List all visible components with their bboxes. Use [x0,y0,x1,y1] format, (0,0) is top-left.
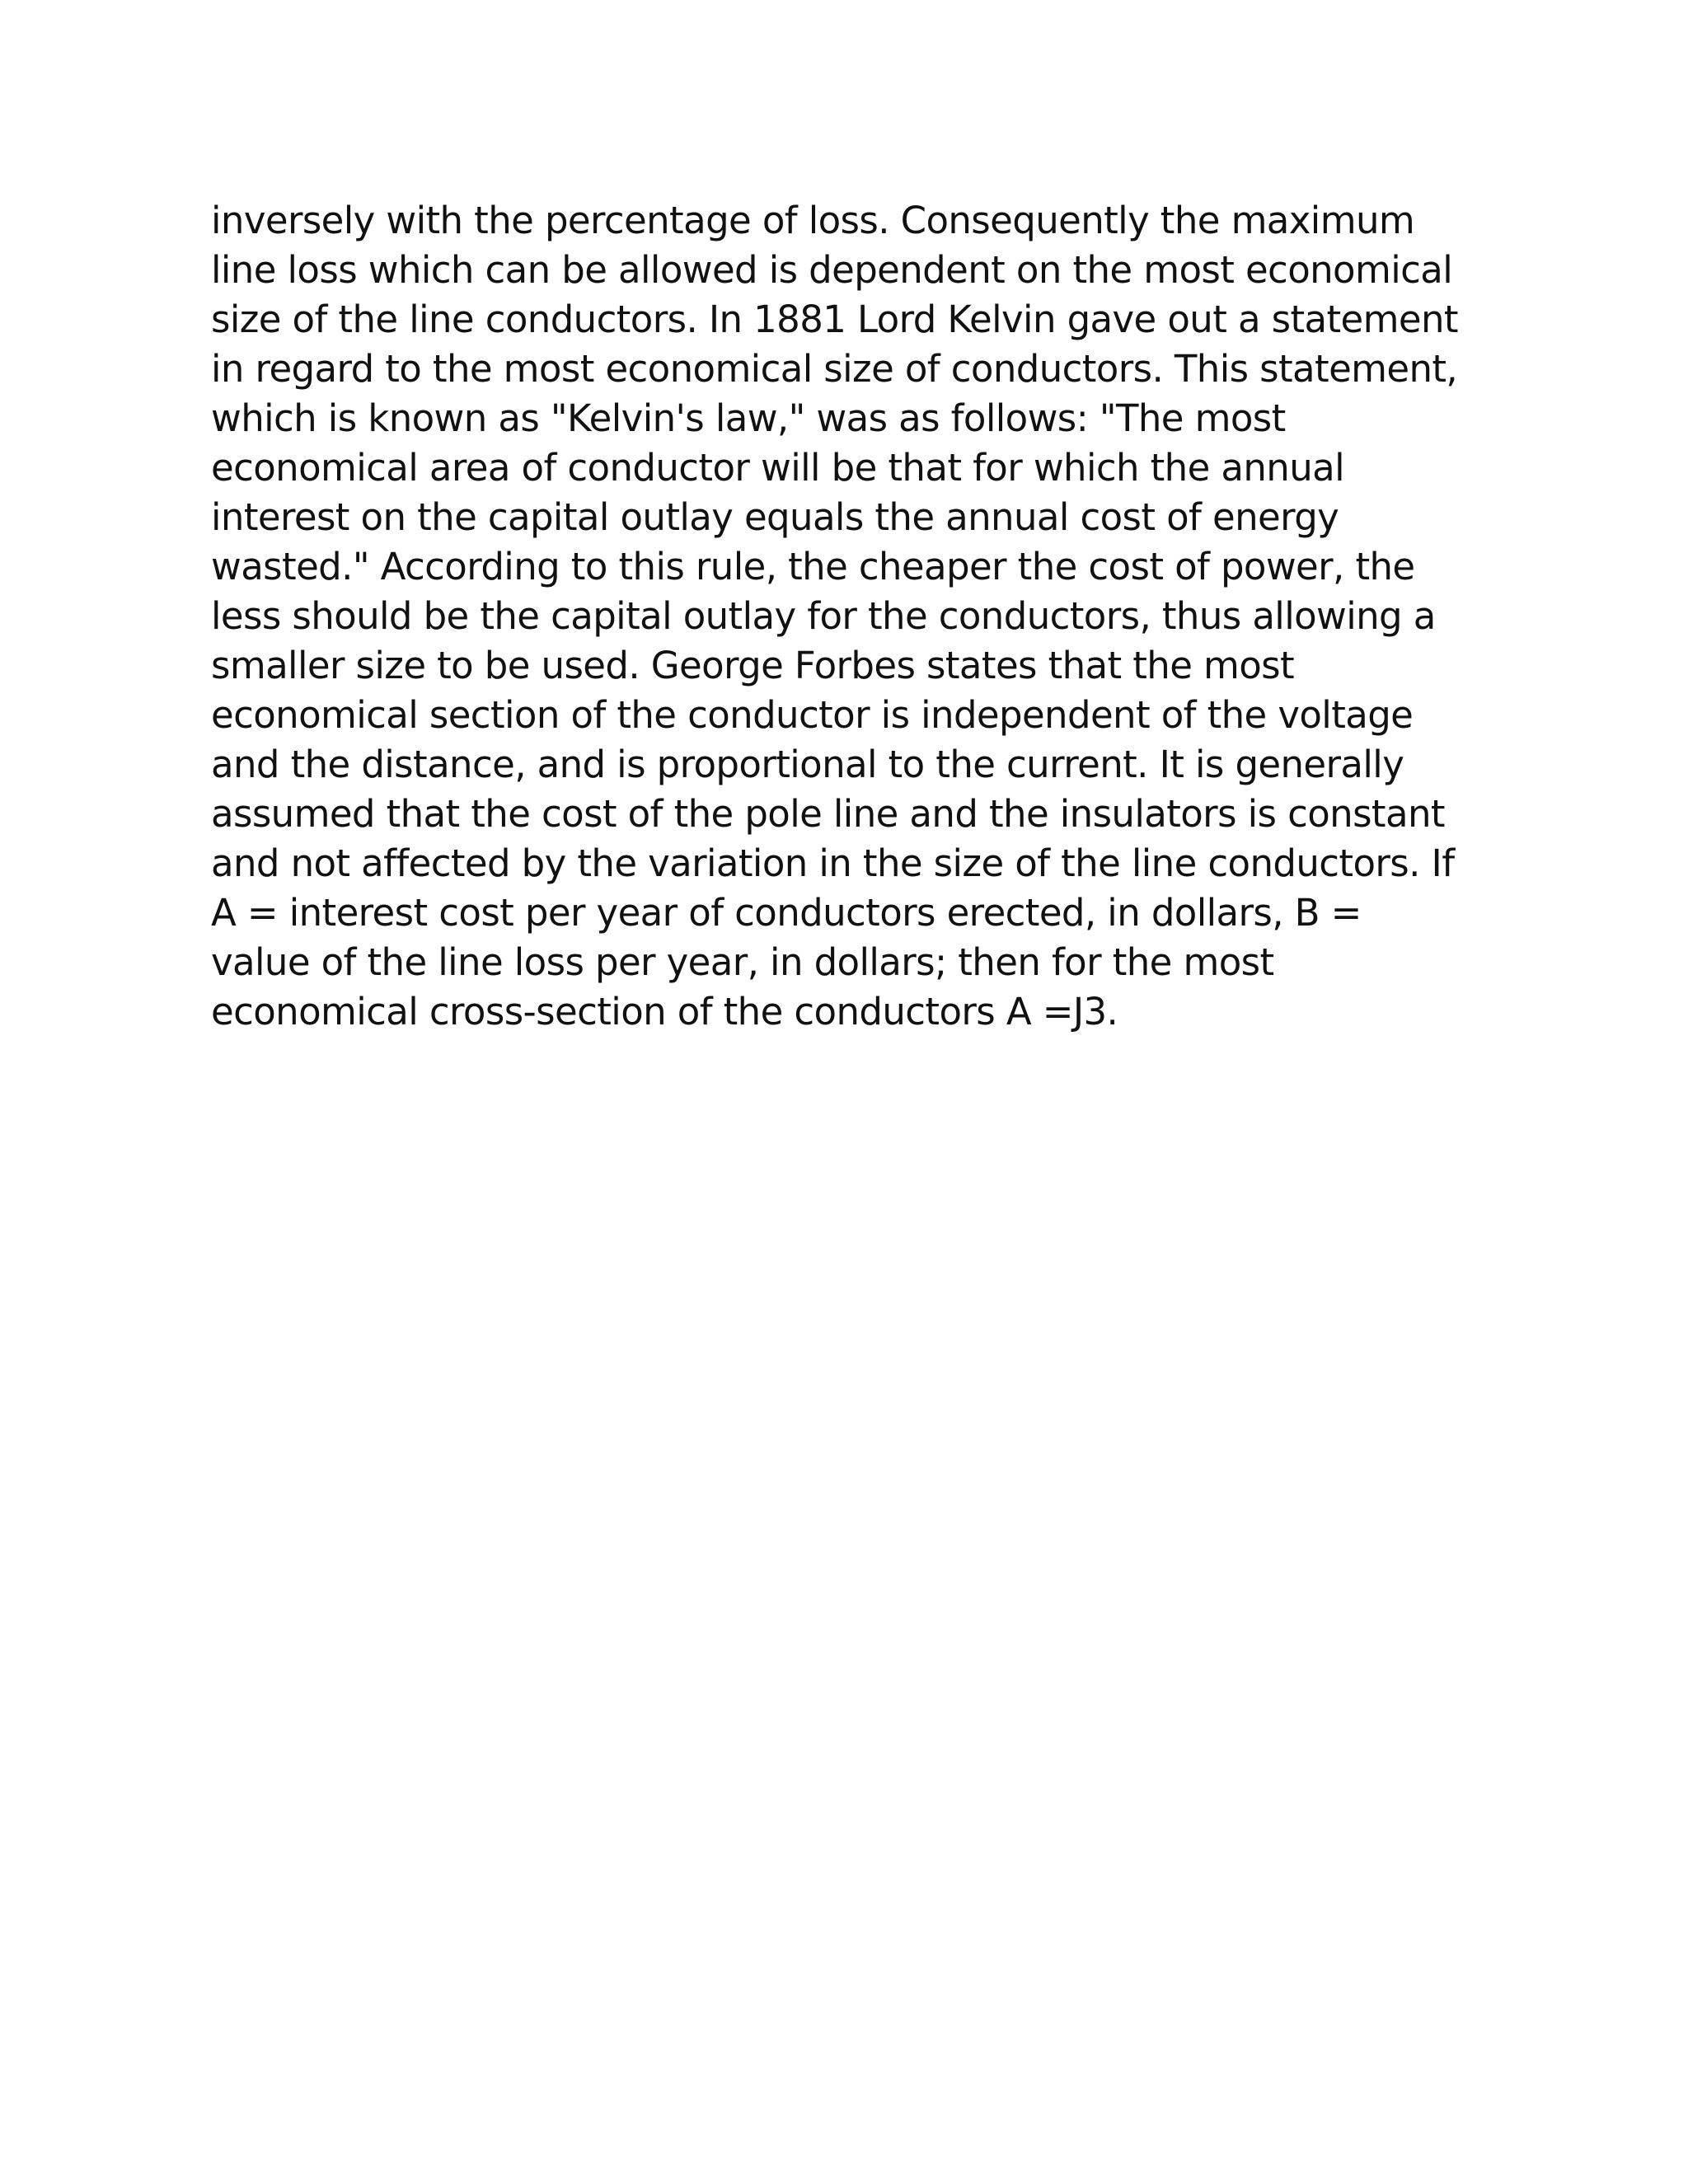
text-line: and not affected by the variation in the size of the line conductors. If [211,841,1455,885]
text-line: economical cross-section of the conductors A =J3. [211,990,1118,1033]
text-line: inversely with the percentage of loss. Consequently the maximum [211,199,1415,242]
text-line: assumed that the cost of the pole line and the insulators is constant [211,792,1445,836]
body-paragraph [211,196,1530,1037]
text-line: economical section of the conductor is independent of the voltage [211,693,1414,737]
text-line: economical area of conductor will be that for which the annual [211,446,1345,490]
text-line: smaller size to be used. George Forbes states that the most [211,644,1295,687]
text-line: wasted." According to this rule, the cheaper the cost of power, the [211,545,1415,588]
text-line: A = interest cost per year of conductors erected, in dollars, B = [211,891,1362,935]
text-line: which is known as "Kelvin's law," was as follows: "The most [211,396,1286,440]
text-line: size of the line conductors. In 1881 Lord Kelvin gave out a statement [211,298,1458,341]
text-line: less should be the capital outlay for the conductors, thus allowing a [211,594,1436,638]
text-line: and the distance, and is proportional to the current. It is generally [211,743,1404,786]
text-line: value of the line loss per year, in dollars; then for the most [211,940,1274,984]
text-line: line loss which can be allowed is dependent on the most economical [211,248,1453,292]
text-line: interest on the capital outlay equals the annual cost of energy [211,495,1339,539]
text-line: in regard to the most economical size of conductors. This statement, [211,347,1458,391]
